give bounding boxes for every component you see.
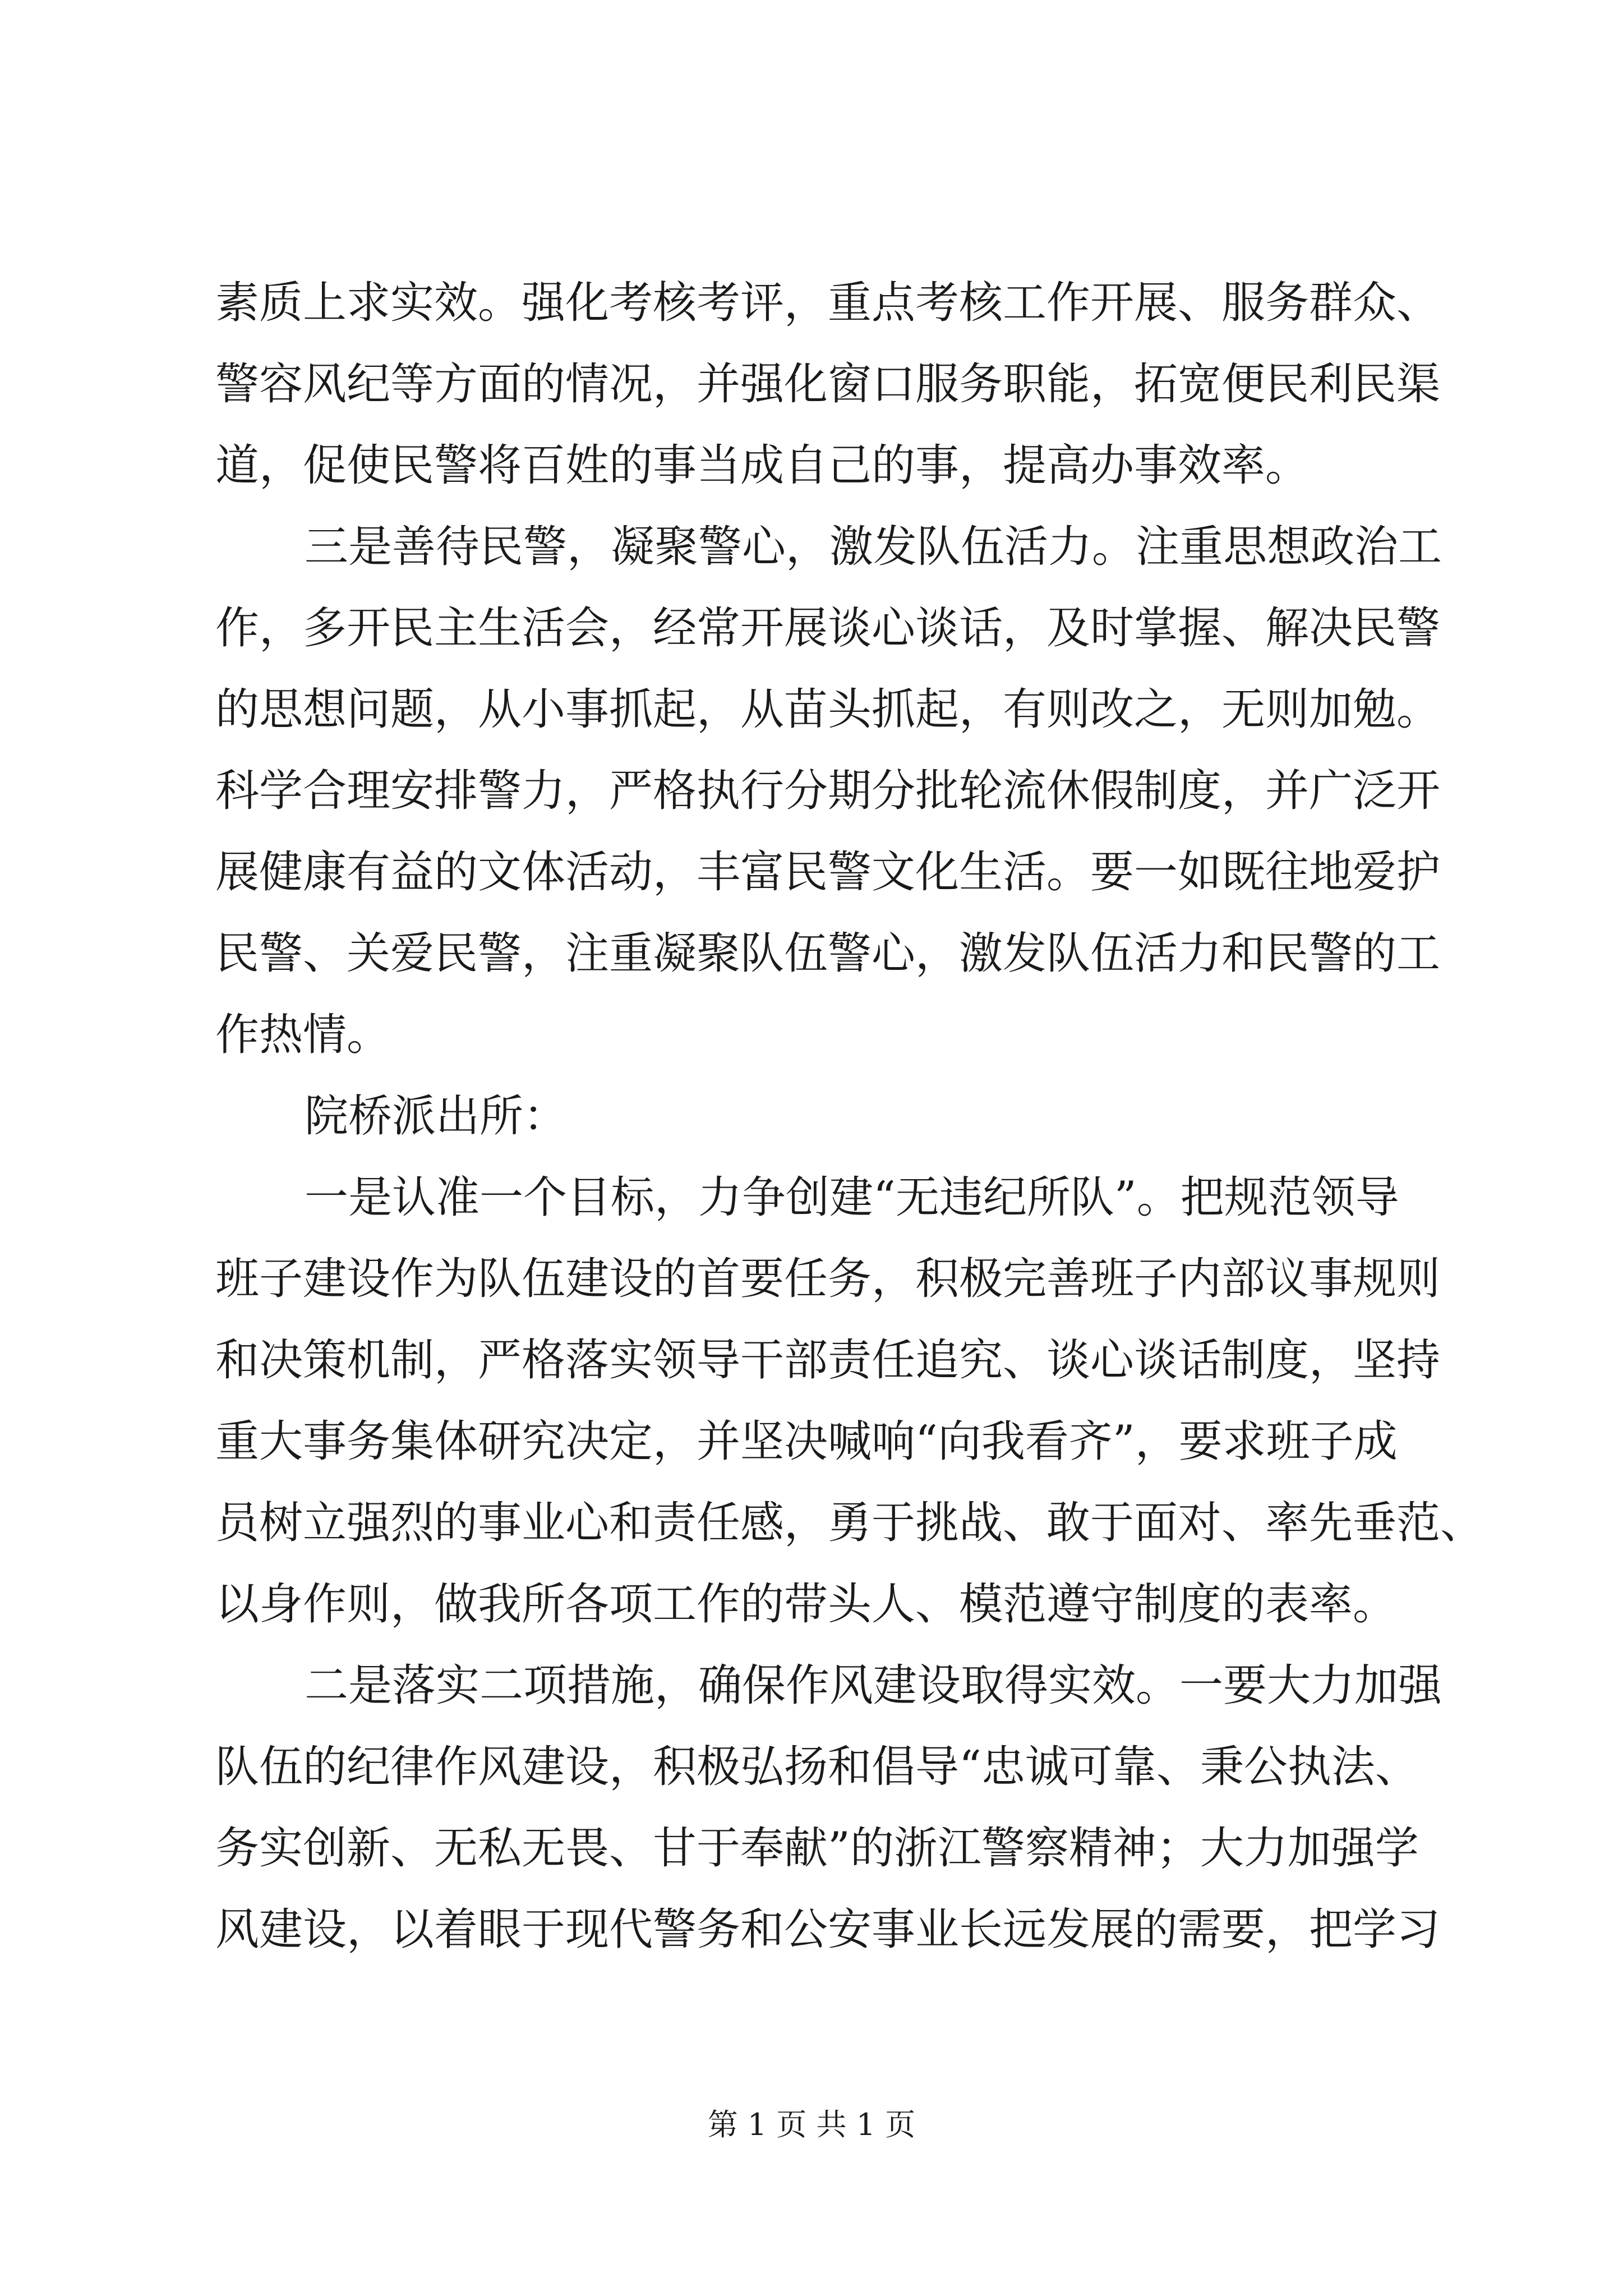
body-line-10: 作热情。 — [215, 1010, 391, 1060]
page-footer: 第 1 页 共 1 页 — [707, 2107, 916, 2142]
body-line-6: 的思想问题，从小事抓起，从苗头抓起，有则改之，无则加勉。 — [215, 684, 1441, 735]
body-line-3: 道，促使民警将百姓的事当成自己的事，提高办事效率。 — [215, 440, 1310, 491]
section-heading: 院桥派出所： — [305, 1091, 568, 1142]
body-line-5: 作，多开民主生活会，经常开展谈心谈话，及时掌握、解决民警 — [215, 603, 1441, 654]
body-line-1: 素质上求实效。强化考核考评，重点考核工作开展、服务群众、 — [215, 278, 1441, 328]
body-line-9: 民警、关爱民警，注重凝聚队伍警心，激发队伍活力和民警的工 — [215, 928, 1441, 979]
body-line-8: 展健康有益的文体活动，丰富民警文化生活。要一如既往地爱护 — [215, 847, 1441, 898]
body-line-14: 和决策机制，严格落实领导干部责任追究、谈心谈话制度，坚持 — [215, 1335, 1441, 1386]
body-line-18: 二是落实二项措施，确保作风建设取得实效。一要大力加强 — [305, 1660, 1442, 1711]
body-line-2: 警容风纪等方面的情况，并强化窗口服务职能，拓宽便民利民渠 — [215, 359, 1441, 409]
body-line-13: 班子建设作为队伍建设的首要任务，积极完善班子内部议事规则 — [215, 1254, 1441, 1304]
body-line-17: 以身作则，做我所各项工作的带头人、模范遵守制度的表率。 — [215, 1579, 1397, 1630]
body-line-19: 队伍的纪律作风建设，积极弘扬和倡导“忠诚可靠、秉公执法、 — [215, 1742, 1419, 1792]
body-line-7: 科学合理安排警力，严格执行分期分批轮流休假制度，并广泛开 — [215, 766, 1441, 816]
body-line-20: 务实创新、无私无畏、甘于奉献”的浙江警察精神；大力加强学 — [215, 1823, 1419, 1874]
body-line-4: 三是善待民警，凝聚警心，激发队伍活力。注重思想政治工 — [305, 522, 1442, 572]
body-line-21: 风建设，以着眼于现代警务和公安事业长远发展的需要，把学习 — [215, 1904, 1441, 1955]
body-line-12: 一是认准一个目标，力争创建“无违纪所队”。把规范领导 — [305, 1172, 1399, 1223]
body-line-16: 员树立强烈的事业心和责任感，勇于挑战、敢于面对、率先垂范、 — [215, 1498, 1484, 1548]
body-line-15: 重大事务集体研究决定，并坚决喊响“向我看齐”，要求班子成 — [215, 1416, 1398, 1467]
